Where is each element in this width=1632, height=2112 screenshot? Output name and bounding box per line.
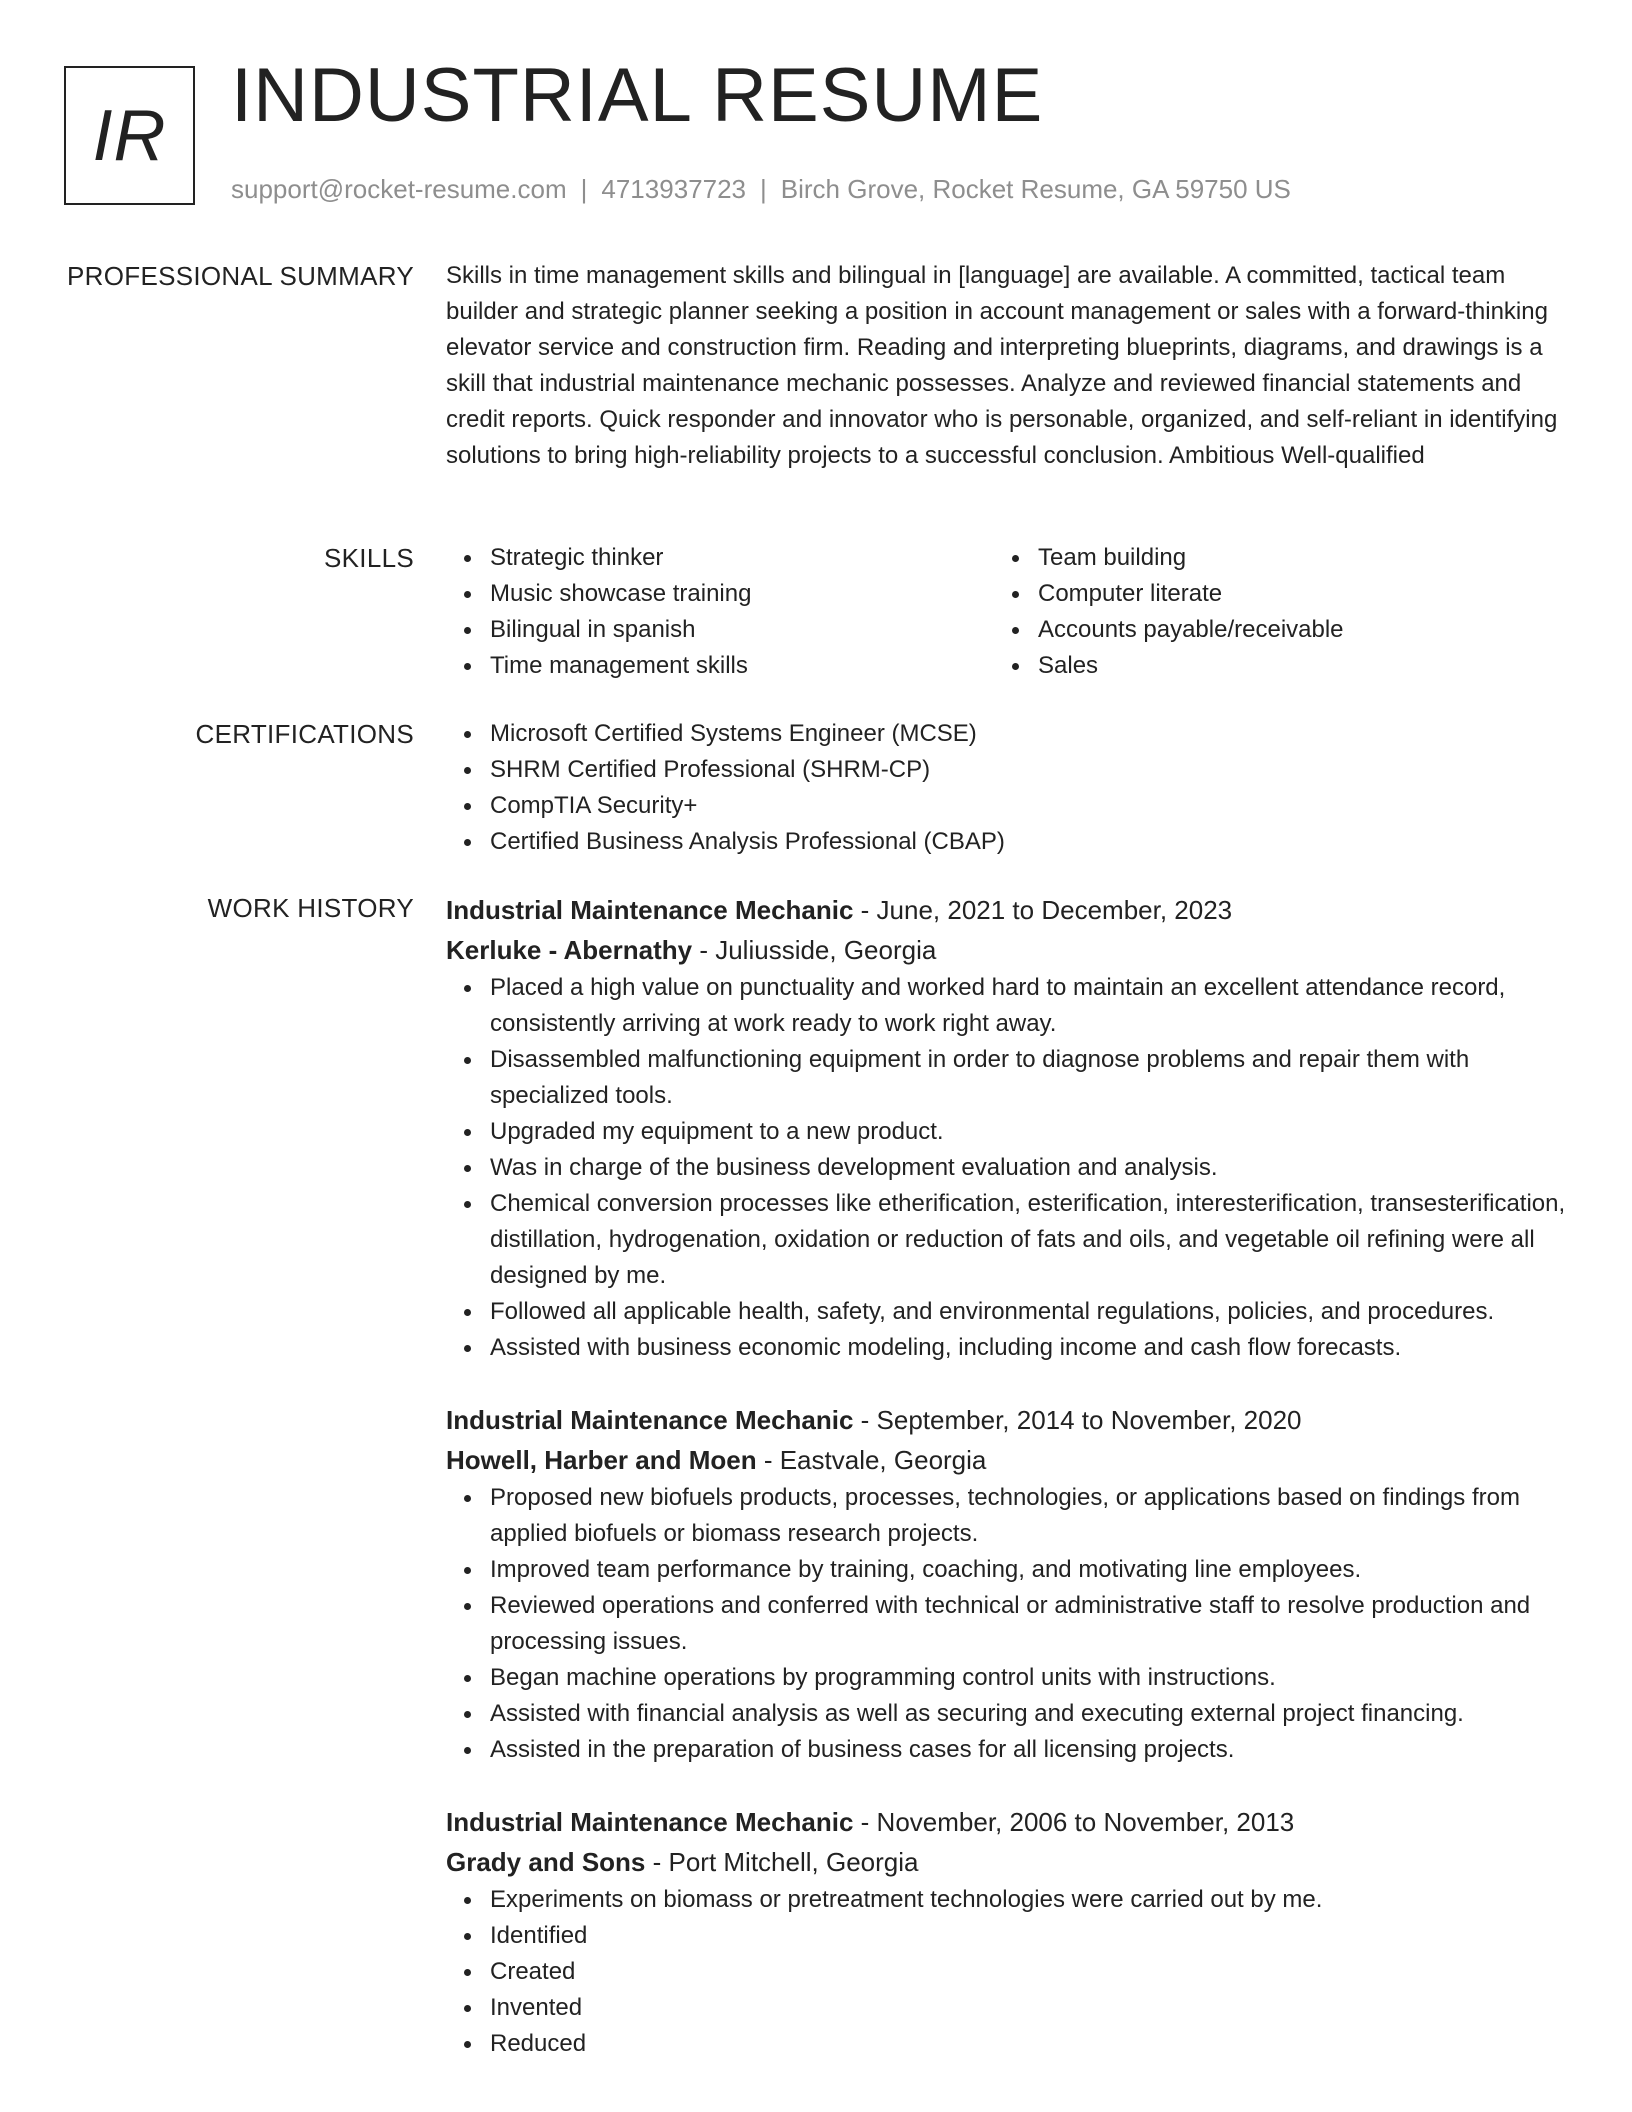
- job-duty-item: Proposed new biofuels products, processes, technologies, or applications based on findings from applied biofuels or biomass research projects.: [446, 1480, 1566, 1552]
- skill-item: Accounts payable/receivable: [994, 612, 1542, 648]
- skill-item: Computer literate: [994, 576, 1542, 612]
- job-duties-list: [446, 1480, 1566, 1768]
- skills-grid: [446, 540, 1566, 684]
- job-duty-item: Was in charge of the business development evaluation and analysis.: [446, 1150, 1566, 1186]
- job-company: Grady and Sons: [446, 1847, 646, 1877]
- job-title: Industrial Maintenance Mechanic: [446, 895, 854, 925]
- work-history-heading: WORK HISTORY: [207, 893, 414, 923]
- certification-item: CompTIA Security+: [446, 788, 1566, 824]
- skill-item: Time management skills: [446, 648, 994, 684]
- job-duties-list: [446, 970, 1566, 1366]
- job-title: Industrial Maintenance Mechanic: [446, 1405, 854, 1435]
- contact-address: Birch Grove, Rocket Resume, GA 59750 US: [780, 174, 1291, 204]
- job-company-line: [446, 930, 1566, 970]
- job-company-line: [446, 1440, 1566, 1480]
- certification-item: SHRM Certified Professional (SHRM-CP): [446, 752, 1566, 788]
- skill-item: Music showcase training: [446, 576, 994, 612]
- summary-heading: PROFESSIONAL SUMMARY: [67, 261, 414, 291]
- job-duty-item: Identified: [446, 1918, 1566, 1954]
- skill-item: Sales: [994, 648, 1542, 684]
- job-duty-item: Improved team performance by training, coaching, and motivating line employees.: [446, 1552, 1566, 1588]
- resume-title: INDUSTRIAL RESUME: [231, 53, 1044, 138]
- job-company-line: [446, 1842, 1566, 1882]
- skill-item: Bilingual in spanish: [446, 612, 994, 648]
- skill-item: Strategic thinker: [446, 540, 994, 576]
- job-duty-item: Reviewed operations and conferred with technical or administrative staff to resolve production and processing issues.: [446, 1588, 1566, 1660]
- job-dates: - June, 2021 to December, 2023: [853, 895, 1233, 925]
- job-location: - Eastvale, Georgia: [756, 1445, 987, 1475]
- job-location: - Juliusside, Georgia: [692, 935, 937, 965]
- job-duty-item: Chemical conversion processes like etherification, esterification, interesterification, transesterification, distillation, hydrogenation, oxidation or reduction of fats and oils, and vegetable oil refining were all designed by me.: [446, 1186, 1566, 1294]
- skills-list-right: [994, 540, 1542, 684]
- job-entry: [446, 890, 1566, 1366]
- contact-line: [231, 176, 1291, 202]
- job-duty-item: Assisted with financial analysis as well as securing and executing external project financing.: [446, 1696, 1566, 1732]
- job-duty-item: Followed all applicable health, safety, and environmental regulations, policies, and procedures.: [446, 1294, 1566, 1330]
- job-duty-item: Assisted in the preparation of business cases for all licensing projects.: [446, 1732, 1566, 1768]
- certification-item: Microsoft Certified Systems Engineer (MCSE): [446, 716, 1566, 752]
- job-location: - Port Mitchell, Georgia: [645, 1847, 919, 1877]
- job-duties-list: [446, 1882, 1566, 2062]
- certification-item: Certified Business Analysis Professional (CBAP): [446, 824, 1566, 860]
- skill-item: Team building: [994, 540, 1542, 576]
- skills-list-left: [446, 540, 994, 684]
- job-dates: - November, 2006 to November, 2013: [853, 1807, 1295, 1837]
- job-duty-item: Began machine operations by programming control units with instructions.: [446, 1660, 1566, 1696]
- job-dates: - September, 2014 to November, 2020: [853, 1405, 1302, 1435]
- job-duty-item: Placed a high value on punctuality and worked hard to maintain an excellent attendance record, consistently arriving at work ready to work right away.: [446, 970, 1566, 1042]
- skills-heading: SKILLS: [324, 543, 414, 573]
- job-duty-item: Invented: [446, 1990, 1566, 2026]
- certifications-heading: CERTIFICATIONS: [195, 719, 414, 749]
- job-entry: [446, 1802, 1566, 2062]
- contact-phone[interactable]: 4713937723: [601, 174, 746, 204]
- job-title-line: [446, 890, 1566, 930]
- job-title-line: [446, 1400, 1566, 1440]
- monogram-logo: IR: [64, 66, 195, 205]
- work-history-list: [446, 890, 1566, 2096]
- job-duty-item: Experiments on biomass or pretreatment technologies were carried out by me.: [446, 1882, 1566, 1918]
- job-duty-item: Upgraded my equipment to a new product.: [446, 1114, 1566, 1150]
- certifications-list: [446, 716, 1566, 860]
- job-company: Howell, Harber and Moen: [446, 1445, 757, 1475]
- contact-separator: |: [760, 174, 767, 204]
- job-title-line: [446, 1802, 1566, 1842]
- job-duty-item: Created: [446, 1954, 1566, 1990]
- job-duty-item: Disassembled malfunctioning equipment in order to diagnose problems and repair them with specialized tools.: [446, 1042, 1566, 1114]
- job-entry: [446, 1400, 1566, 1768]
- job-title: Industrial Maintenance Mechanic: [446, 1807, 854, 1837]
- summary-text: Skills in time management skills and bilingual in [language] are available. A committed, tactical team builder and strategic planner seeking a position in account management or sales with a forward-thinking elevator service and construction firm. Reading and interpreting blueprints, diagrams, and drawings is a skill that industrial maintenance mechanic possesses. Analyze and reviewed financial statements and credit reports. Quick responder and innovator who is personable, organized, and self-reliant in identifying solutions to bring high-reliability projects to a successful conclusion. Ambitious Well-qualified: [446, 262, 1558, 469]
- contact-email[interactable]: support@rocket-resume.com: [231, 174, 567, 204]
- contact-separator: |: [580, 174, 588, 204]
- job-duty-item: Reduced: [446, 2026, 1566, 2062]
- job-company: Kerluke - Abernathy: [446, 935, 693, 965]
- job-duty-item: Assisted with business economic modeling, including income and cash flow forecasts.: [446, 1330, 1566, 1366]
